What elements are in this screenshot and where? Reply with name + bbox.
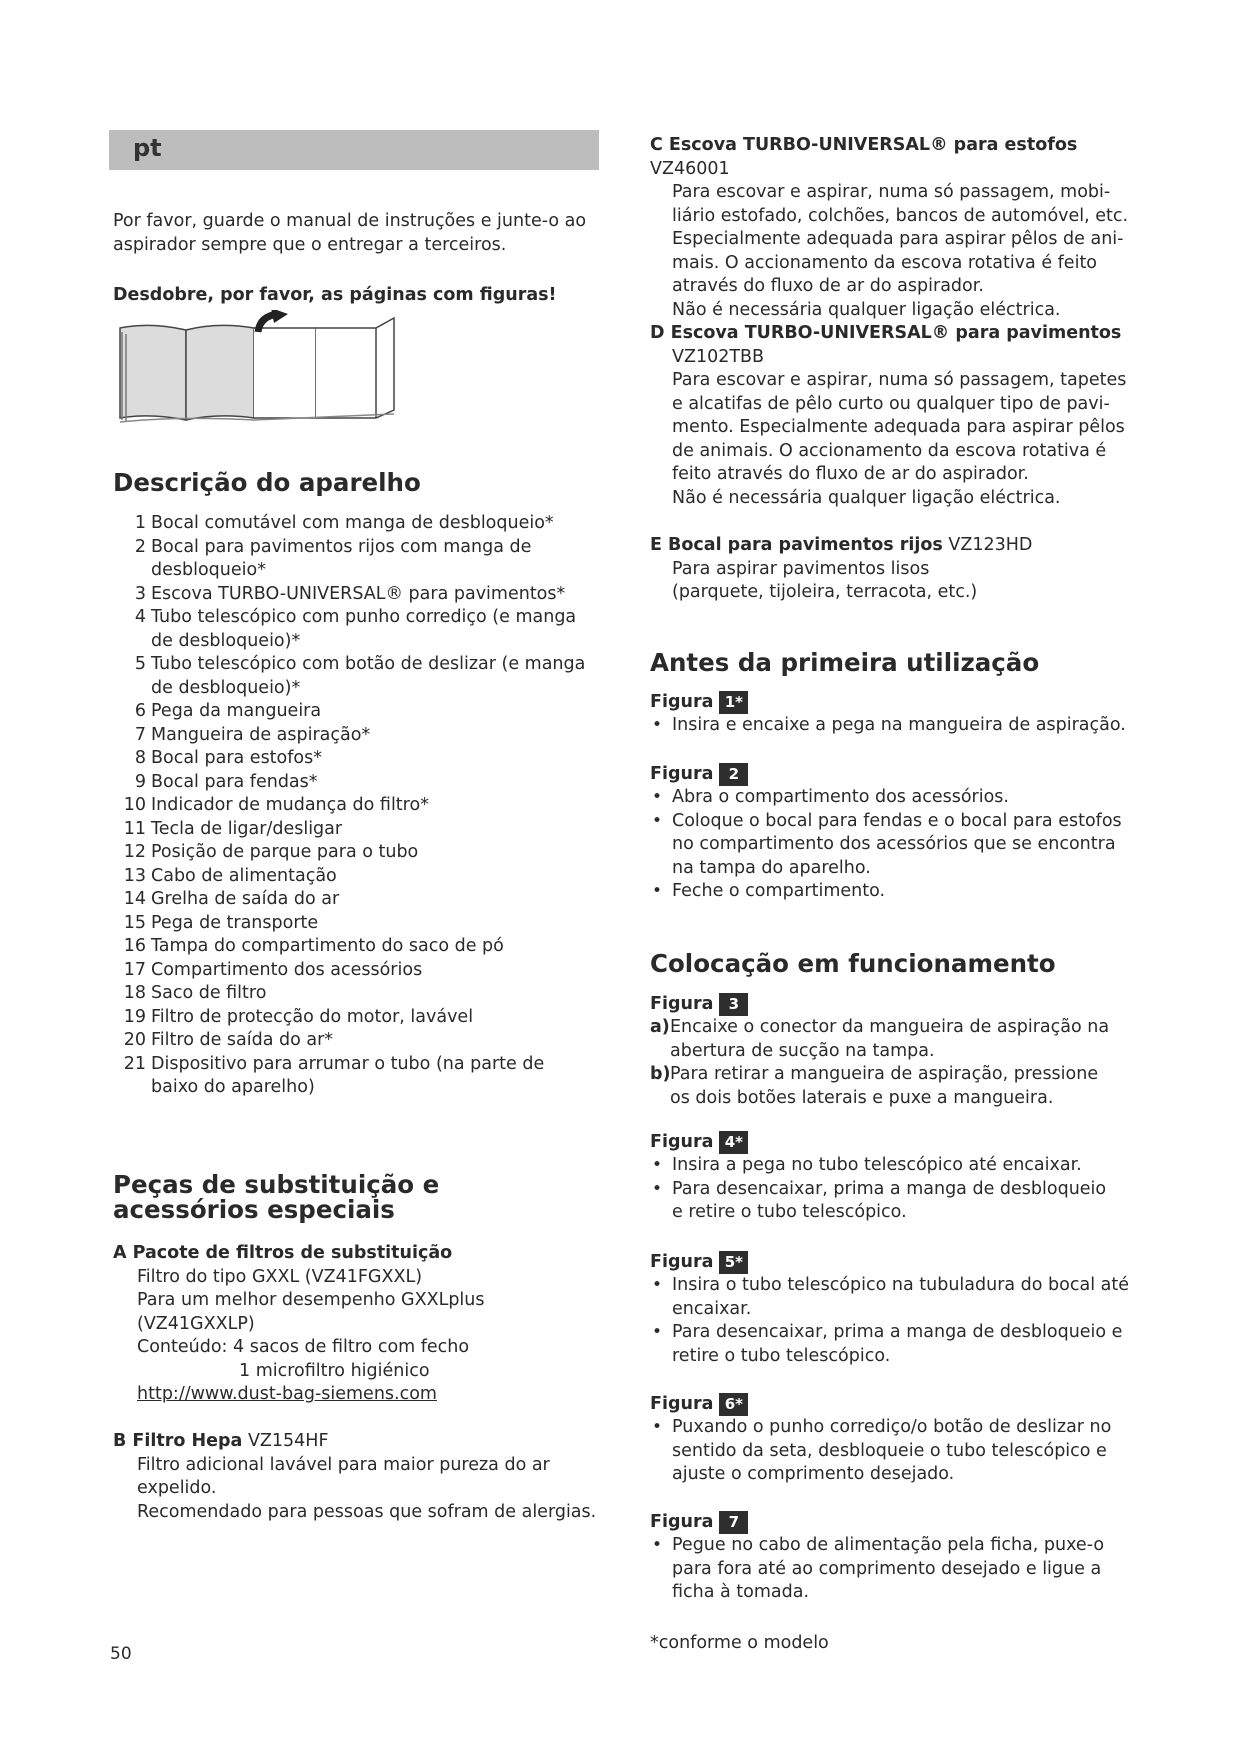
parts-list [113, 512, 593, 1100]
accessory-c: C Escova TURBO-UNIVERSAL® para estofos VZ46001 Para escovar e aspirar, numa só passagem, mobi-liário estofado, colchões, bancos de automóvel, etc. Especialmente adequada para aspirar pêlos de ani-mais. O accionamento da escova rotativa é feito através do fluxo de ar do aspirador. Não é necessária qualquer ligação eléctrica. [650, 135, 1129, 320]
language-code: pt [133, 134, 162, 162]
figure-number-badge: 4* [719, 1131, 748, 1154]
list-item: • Insira o tubo telescópico na tubuladura do bocal até encaixar. [650, 1274, 1140, 1321]
figure-2-block: Figura 2 • Abra o compartimento dos acessórios. • Coloque o bocal para fendas e o bocal para estofos no compartimento dos acessórios que se encontra na tampa do aparelho. • Feche o compartimento. [650, 762, 1130, 904]
accessory-e: E Bocal para pavimentos rijos VZ123HD Para aspirar pavimentos lisos (parquete, tijoleira, terracota, etc.) [650, 535, 1033, 602]
list-item: 18 Saco de filtro [123, 983, 267, 1003]
list-item: 16 Tampa do compartimento do saco de pó [123, 936, 504, 956]
footnote: *conforme o modelo [650, 1633, 829, 1653]
website-link[interactable]: http://www.dust-bag-siemens.com [137, 1384, 437, 1404]
list-item: • Insira e encaixe a pega na mangueira de aspiração. [650, 714, 1130, 738]
figure-number-badge: 3 [719, 993, 748, 1016]
accessory-d: D Escova TURBO-UNIVERSAL® para pavimentos VZ102TBB Para escovar e aspirar, numa só passagem, tapetes e alcatifas de pêlo curto ou qualquer tipo de pavi-mento. Especialmente adequada para aspirar pêlos de animais. O accionamento da escova rotativa é feito através do fluxo de ar do aspirador. Não é necessária qualquer ligação eléctrica. [650, 323, 1127, 508]
figure-4-block: Figura 4* • Insira a pega no tubo telescópico até encaixar. • Para desencaixar, prima a manga de desbloqueio e retire o tubo telescópico. [650, 1130, 1130, 1225]
section-title-accessories: Peças de substituição e acessórios especiais [113, 1170, 440, 1224]
accessory-b: B Filtro Hepa VZ154HF Filtro adicional lavável para maior pureza do ar expelido. Recomendado para pessoas que sofram de alergias. [113, 1431, 597, 1522]
list-item: • Insira a pega no tubo telescópico até encaixar. [650, 1154, 1120, 1178]
figure-number-badge: 6* [719, 1393, 748, 1416]
figure-number-badge: 7 [719, 1511, 748, 1534]
accessory-heading: A Pacote de filtros de substituição [113, 1243, 453, 1263]
list-item: • Puxando o punho corrediço/o botão de deslizar no sentido da seta, desbloqueie o tubo telescópico e ajuste o comprimento desejado. [650, 1416, 1120, 1487]
list-item: 14 Grelha de saída do ar [123, 889, 340, 909]
list-item: 15 Pega de transporte [123, 912, 319, 933]
list-item: 20 Filtro de saída do ar* [123, 1030, 334, 1050]
list-item: 2 Bocal para pavimentos rijos com manga de desbloqueio* [134, 536, 532, 580]
list-item: • Pegue no cabo de alimentação pela ficha, puxe-o para fora até ao comprimento desejado e ligue a ficha à tomada. [650, 1534, 1120, 1605]
list-item: • Para desencaixar, prima a manga de desbloqueio e retire o tubo telescópico. [650, 1178, 1120, 1225]
page-number: 50 [110, 1644, 132, 1664]
list-item: 3 Escova TURBO-UNIVERSAL® para pavimentos* [134, 583, 566, 604]
intro-text: Por favor, guarde o manual de instruções e junte-o ao aspirador sempre que o entregar a terceiros. [113, 211, 587, 255]
figure-number-badge: 2 [719, 763, 748, 786]
figure-1-block: Figura 1* • Insira e encaixe a pega na mangueira de aspiração. [650, 690, 1130, 738]
section-title-startup: Colocação em funcionamento [650, 949, 1056, 978]
list-item: 19 Filtro de protecção do motor, lavável [123, 1006, 474, 1027]
list-item: 8 Bocal para estofos* [134, 748, 322, 768]
list-item: 11 Tecla de ligar/desligar [123, 818, 343, 839]
language-bar [109, 130, 599, 170]
list-item: 10 Indicador de mudança do filtro* [123, 795, 429, 815]
figure-3-block: Figura 3 a) Encaixe o conector da mangueira de aspiração na abertura de sucção na tampa. b) Para retirar a mangueira de aspiração, pressione os dois botões laterais e puxe a mangueira. [650, 992, 1130, 1110]
list-item: 5 Tubo telescópico com botão de deslizar (e manga de desbloqueio)* [134, 654, 586, 698]
figure-number-badge: 1* [719, 691, 748, 714]
unfold-note: Desdobre, por favor, as páginas com figuras! [113, 285, 557, 305]
list-item: 7 Mangueira de aspiração* [134, 724, 371, 745]
list-item: 1 Bocal comutável com manga de desbloqueio* [134, 513, 554, 533]
figure-7-block: Figura 7 • Pegue no cabo de alimentação pela ficha, puxe-o para fora até ao comprimento desejado e ligue a ficha à tomada. [650, 1510, 1130, 1605]
list-item: • Coloque o bocal para fendas e o bocal para estofos no compartimento dos acessórios que se encontra na tampa do aparelho. [650, 810, 1130, 881]
section-title-description: Descrição do aparelho [113, 468, 421, 497]
unfold-pages-illustration [118, 310, 400, 428]
figure-number-badge: 5* [719, 1251, 748, 1274]
list-item: • Abra o compartimento dos acessórios. [650, 786, 1130, 810]
list-item: 4 Tubo telescópico com punho corrediço (e manga de desbloqueio)* [134, 607, 577, 651]
list-item: 13 Cabo de alimentação [123, 865, 337, 886]
list-item: a) Encaixe o conector da mangueira de aspiração na abertura de sucção na tampa. [650, 1017, 1110, 1061]
list-item: 9 Bocal para fendas* [134, 771, 318, 792]
list-item: 21 Dispositivo para arrumar o tubo (na parte de baixo do aparelho) [123, 1053, 545, 1097]
accessory-a: A Pacote de filtros de substituição Filtro do tipo GXXL (VZ41FGXXL) Para um melhor desempenho GXXLplus (VZ41GXXLP) Conteúdo: 4 sacos de filtro com fecho 1 microfiltro higiénico http://www.dust-bag-siemens.com [113, 1242, 603, 1407]
section-title-first-use: Antes da primeira utilização [650, 648, 1040, 677]
figure-6-block: Figura 6* • Puxando o punho corrediço/o botão de deslizar no sentido da seta, desbloqueie o tubo telescópico e ajuste o comprimento desejado. [650, 1392, 1130, 1487]
list-item: • Para desencaixar, prima a manga de desbloqueio e retire o tubo telescópico. [650, 1321, 1140, 1368]
list-item: 17 Compartimento dos acessórios [123, 959, 423, 980]
figure-5-block: Figura 5* • Insira o tubo telescópico na tubuladura do bocal até encaixar. • Para desencaixar, prima a manga de desbloqueio e retire o tubo telescópico. [650, 1250, 1130, 1368]
list-item: 12 Posição de parque para o tubo [123, 842, 419, 862]
list-item: • Feche o compartimento. [650, 880, 1130, 904]
list-item: b) Para retirar a mangueira de aspiração, pressione os dois botões laterais e puxe a mangueira. [650, 1064, 1099, 1108]
list-item: 6 Pega da mangueira [134, 701, 322, 721]
